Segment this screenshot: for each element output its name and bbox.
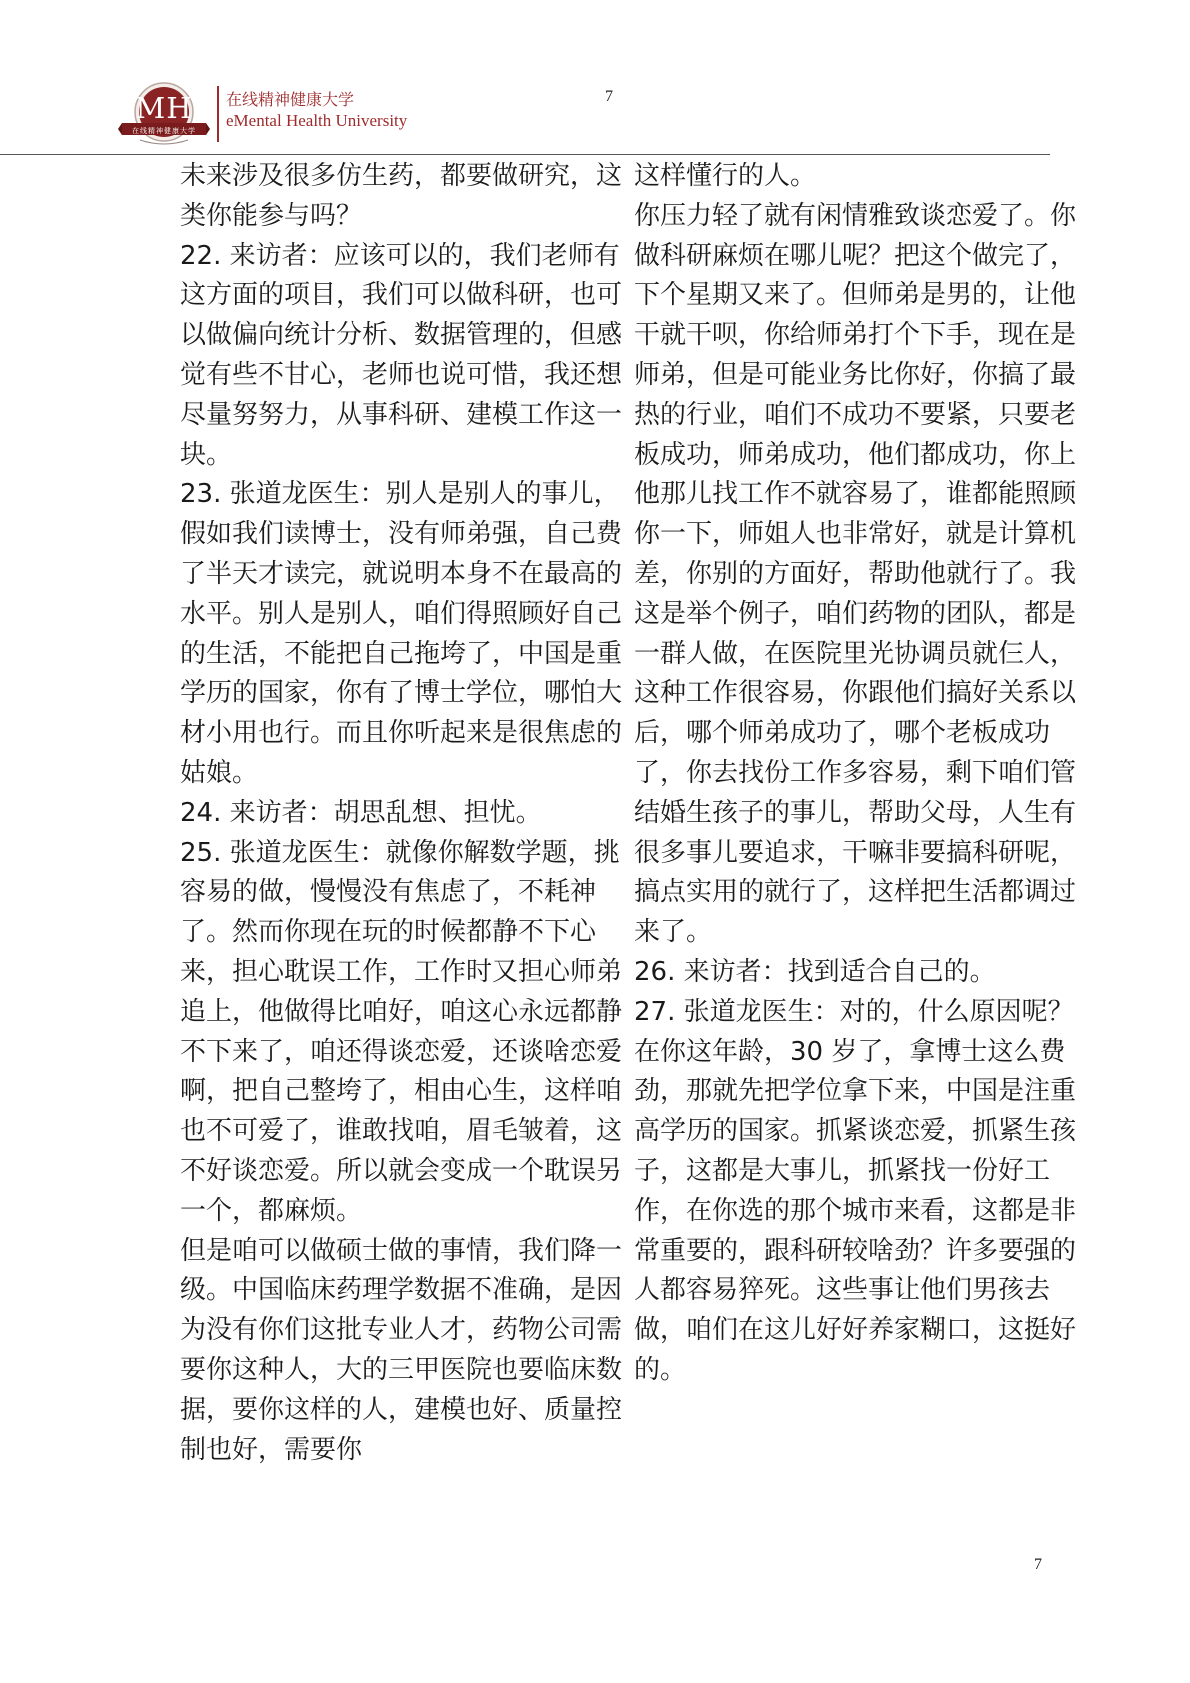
- text-column-left: [180, 157, 622, 1470]
- page-number-top: 7: [605, 88, 613, 105]
- brand-name-chinese: 在线精神健康大学: [226, 90, 355, 109]
- paragraph: 你压力轻了就有闲情雅致谈恋爱了。你做科研麻烦在哪儿呢？把这个做完了，下个星期又来了。但师弟是男的，让他干就干呗，你给师弟打个下手，现在是师弟，但是可能业务比你好，你搞了最热的行业，咱们不成功不要紧，只要老板成功，师弟成功，他们都成功，你上他那儿找工作不就容易了，谁都能照顾你一下，师姐人也非常好，就是计算机差，你别的方面好，帮助他就行了。我这是举个例子，咱们药物的团队，都是一群人做，在医院里光协调员就仨人，这种工作很容易，你跟他们搞好关系以后，哪个师弟成功了，哪个老板成功了，你去找份工作多容易，剩下咱们管结婚生孩子的事儿，帮助父母，人生有很多事儿要追求，干嘛非要搞科研呢，搞点实用的就行了，这样把生活都调过来了。: [634, 200, 1077, 948]
- university-logo: [118, 82, 210, 152]
- paragraph: 22. 来访者：应该可以的，我们老师有这方面的项目，我们可以做科研，也可以做偏向统计分析、数据管理的，但感觉有些不甘心，老师也说可惜，我还想尽量努努力，从事科研、建模工作这一块。: [180, 240, 623, 470]
- logo-mh-text: MH: [135, 91, 193, 125]
- page-header: [0, 0, 1190, 160]
- logo-ribbon-text: 在线精神健康大学: [132, 127, 196, 135]
- logo-lettering: [118, 82, 210, 152]
- paragraph: 25. 张道龙医生：就像你解数学题，挑容易的做，慢慢没有焦虑了，不耗神了。然而你现在玩的时候都静不下心来，担心耽误工作，工作时又担心师弟追上，他做得比咱好，咱这心永远都静不下来了，咱还得谈恋爱，还谈啥恋爱啊，把自己整垮了，相由心生，这样咱也不可爱了，谁敢找咱，眉毛皱着，这不好谈恋爱。所以就会变成一个耽误另一个，都麻烦。: [180, 837, 623, 1226]
- paragraph: 但是咱可以做硕士做的事情，我们降一级。中国临床药理学数据不准确，是因为没有你们这批专业人才，药物公司需要你这种人，大的三甲医院也要临床数据，要你这样的人，建模也好、质量控制也好，需要你: [180, 1235, 623, 1465]
- paragraph: 这样懂行的人。: [634, 161, 817, 191]
- text-column-right: [634, 157, 1076, 1391]
- paragraph: 未来涉及很多仿生药，都要做研究，这类你能参与吗？: [180, 161, 623, 231]
- header-rule: [0, 154, 1050, 155]
- header-divider: [217, 86, 219, 142]
- paragraph: 23. 张道龙医生：别人是别人的事儿，假如我们读博士，没有师弟强，自己费了半天才读完，就说明本身不在最高的水平。别人是别人，咱们得照顾好自己的生活，不能把自己拖垮了，中国是重学历的国家，你有了博士学位，哪怕大材小用也行。而且你听起来是很焦虑的姑娘。: [180, 479, 623, 788]
- paragraph: 27. 张道龙医生：对的，什么原因呢？在你这年龄，30 岁了，拿博士这么费劲，那就先把学位拿下来，中国是注重高学历的国家。抓紧谈恋爱，抓紧生孩子，这都是大事儿，抓紧找一份好工作，在你选的那个城市来看，这都是非常重要的，跟科研较啥劲？许多要强的人都容易猝死。这些事让他们男孩去做，咱们在这儿好好养家糊口，这挺好的。: [634, 996, 1077, 1385]
- paragraph: 26. 来访者：找到适合自己的。: [634, 956, 996, 987]
- page-number-bottom: 7: [1034, 1556, 1042, 1573]
- paragraph: 24. 来访者：胡思乱想、担忧。: [180, 797, 542, 828]
- brand-name-english: eMental Health University: [226, 111, 408, 130]
